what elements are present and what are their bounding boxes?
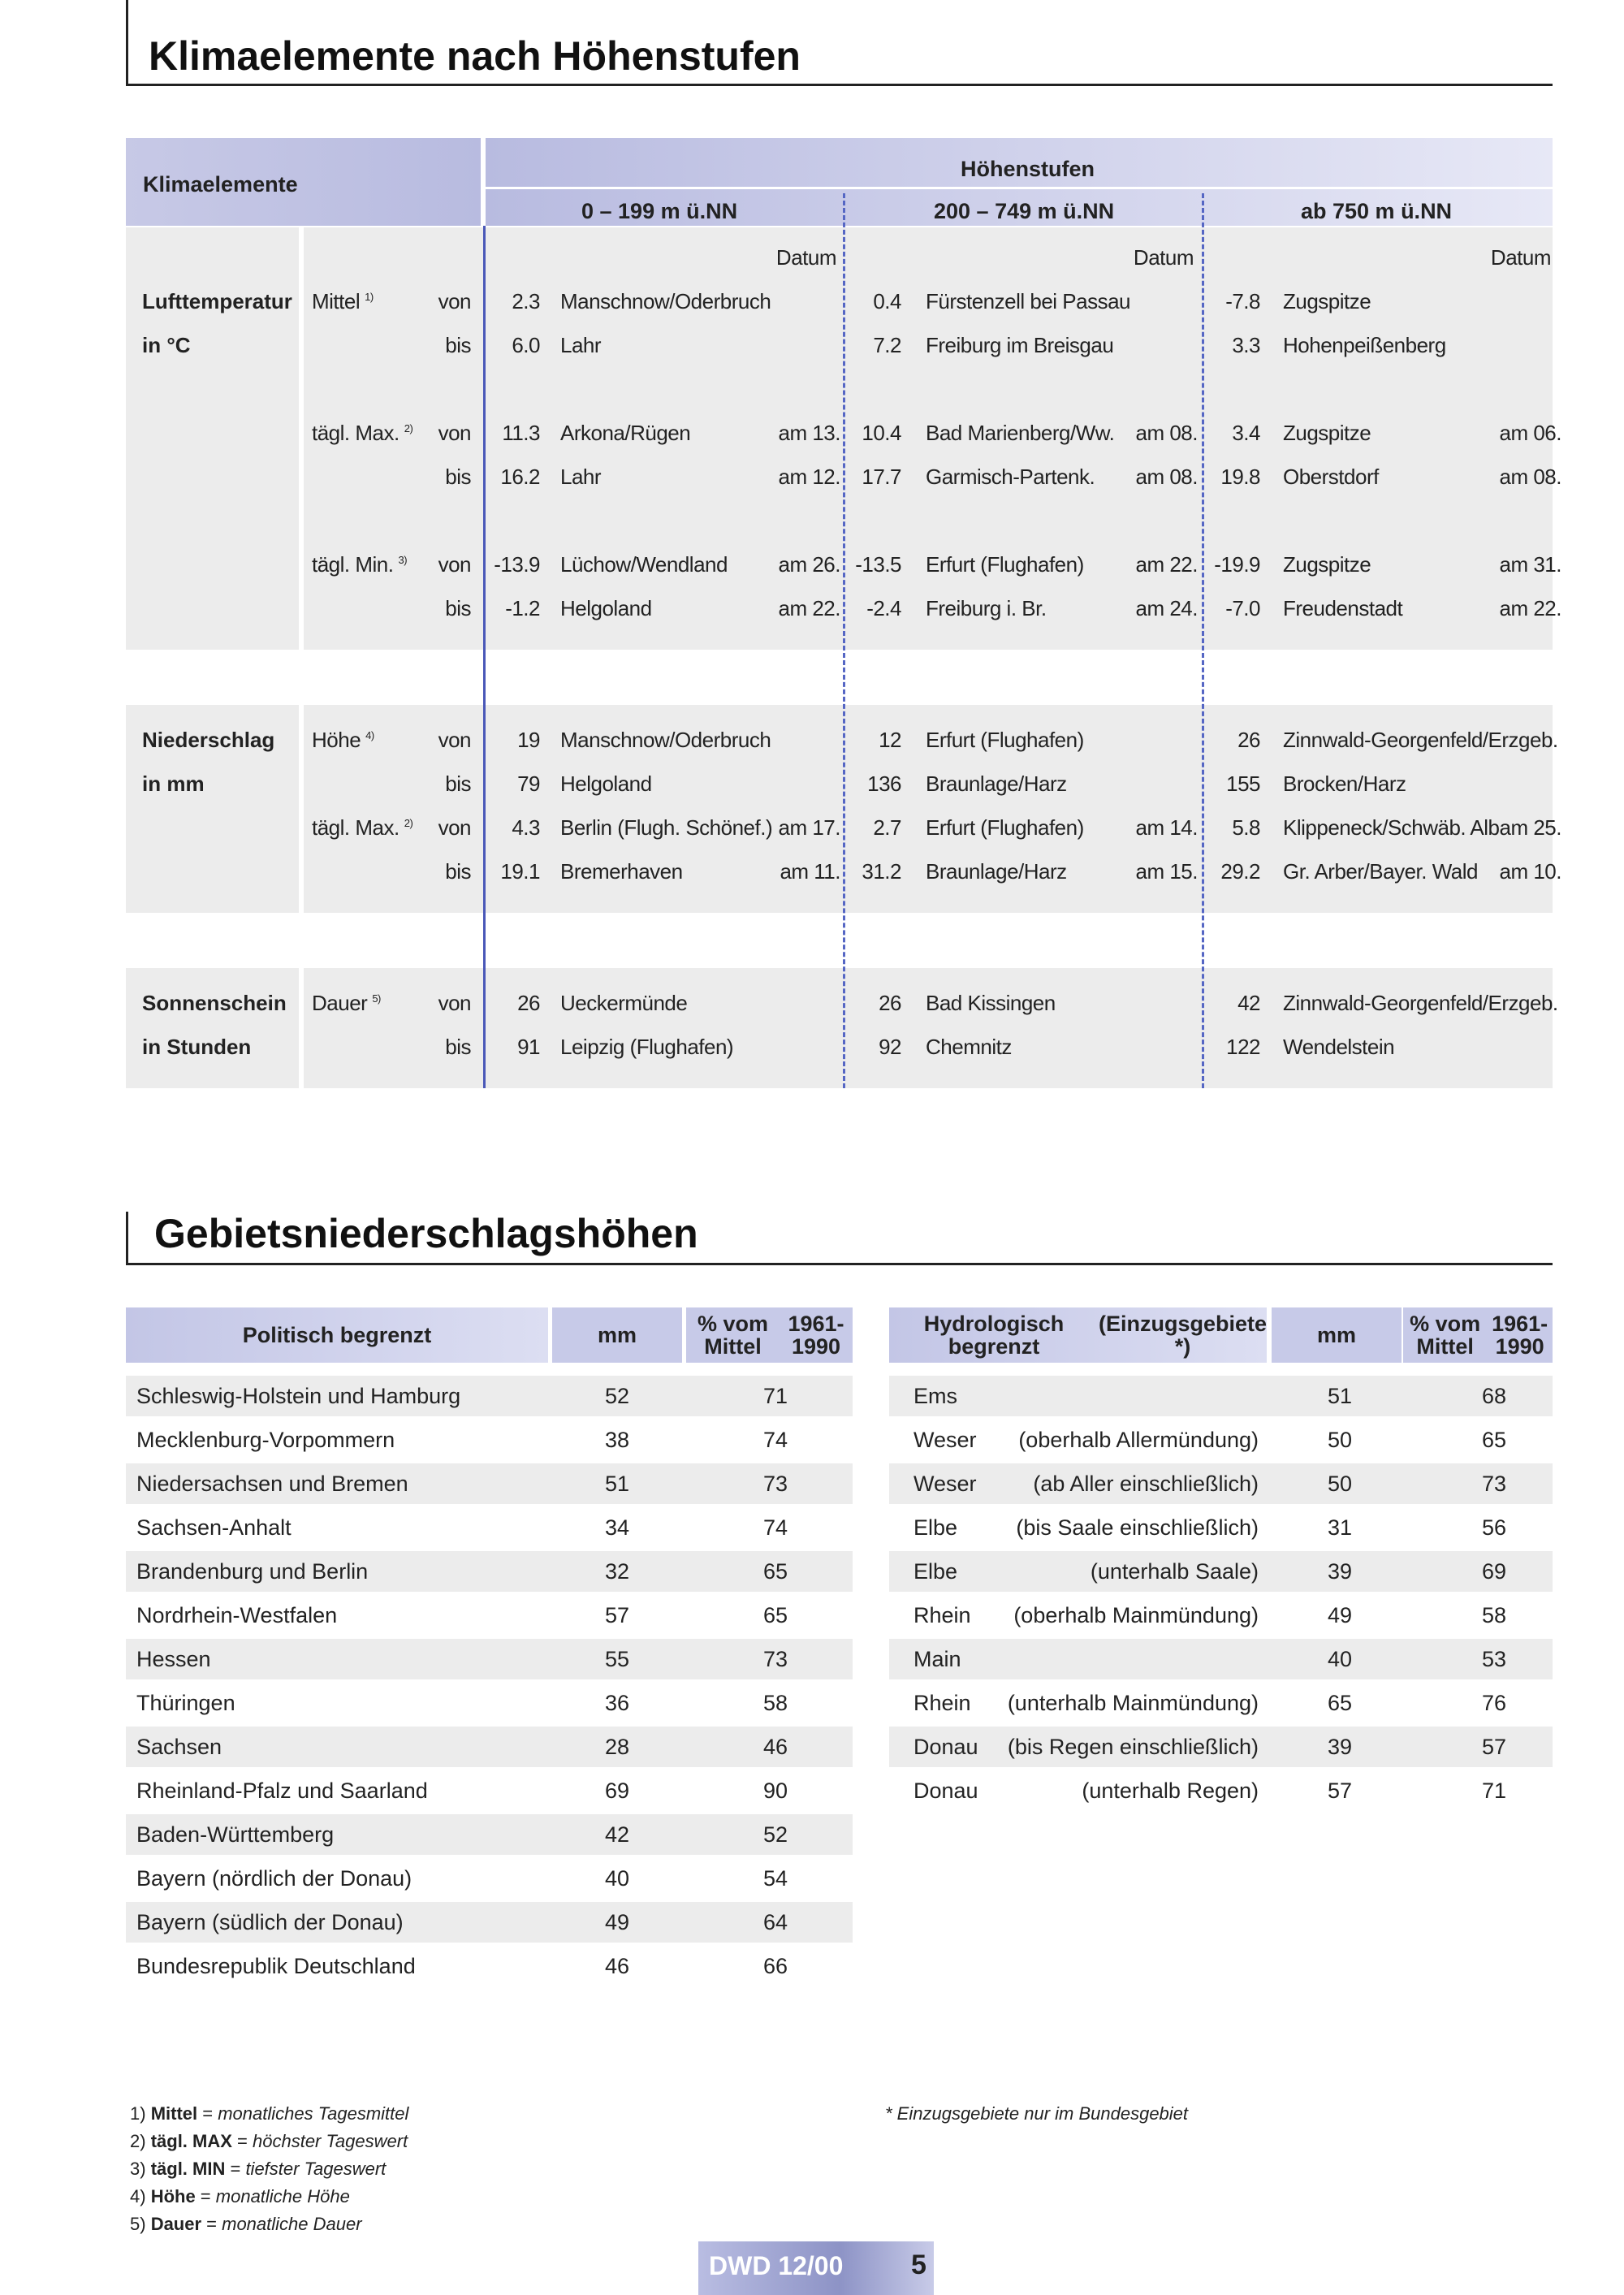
klima-header-col-2: 200 – 749 m ü.NN xyxy=(934,199,1115,223)
value-cell: -13.5 xyxy=(855,552,901,577)
station-cell: Klippeneck/Schwäb. Alb xyxy=(1283,815,1500,840)
range-label: bis xyxy=(445,596,471,620)
region-name: Schleswig-Holstein und Hamburg xyxy=(136,1384,461,1408)
station-cell: Erfurt (Flughafen) xyxy=(926,815,1084,840)
region-name: Hessen xyxy=(136,1647,211,1671)
pct-value: 76 xyxy=(1481,1691,1507,1715)
date-cell: am 08. xyxy=(1135,465,1198,489)
political-header-1 xyxy=(552,1307,682,1363)
footnote-number: 5) xyxy=(130,2214,146,2234)
political-header-2 xyxy=(686,1307,853,1363)
value-cell: 26 xyxy=(517,991,540,1015)
group-label xyxy=(312,421,412,446)
value-cell: -2.4 xyxy=(866,596,901,620)
value-cell: 0.4 xyxy=(873,289,901,313)
date-cell: am 24. xyxy=(1135,596,1198,620)
mm-value: 51 xyxy=(604,1472,630,1496)
pct-value: 52 xyxy=(762,1822,788,1847)
title2-bar-left xyxy=(126,1212,128,1265)
footnote-equals: = xyxy=(225,2159,246,2179)
footnote-term: tägl. MIN xyxy=(150,2159,226,2179)
river-section: (bis Regen einschließlich) xyxy=(1007,1735,1259,1759)
value-cell: 3.3 xyxy=(1232,333,1260,357)
region-name: Baden-Württemberg xyxy=(136,1822,335,1847)
footnote-equals: = xyxy=(195,2186,216,2206)
group-name: tägl. Min. xyxy=(312,552,394,577)
range-label: von xyxy=(438,421,471,445)
station-cell: Freudenstadt xyxy=(1283,596,1403,620)
station-cell: Erfurt (Flughafen) xyxy=(926,552,1084,577)
region-name: Sachsen-Anhalt xyxy=(136,1515,292,1540)
pct-value: 53 xyxy=(1481,1647,1507,1671)
footnote-term: tägl. MAX xyxy=(150,2131,232,2151)
station-cell: Fürstenzell bei Passau xyxy=(926,289,1131,313)
footnote-catchment-text: * Einzugsgebiete nur im Bundesgebiet xyxy=(885,2103,1189,2124)
value-cell: 10.4 xyxy=(862,421,901,445)
group-label xyxy=(312,991,381,1016)
datum-label-2: Datum xyxy=(1133,245,1194,270)
value-cell: 26 xyxy=(879,991,901,1015)
datum-label-3: Datum xyxy=(1490,245,1551,270)
value-cell: 11.3 xyxy=(502,421,540,445)
klima-header-group: Höhenstufen xyxy=(961,157,1095,181)
river-name: Weser xyxy=(914,1472,977,1496)
political-header-0 xyxy=(126,1307,548,1363)
footnote-definition: monatliche Dauer xyxy=(222,2214,362,2234)
date-cell: am 15. xyxy=(1135,859,1198,884)
date-cell: am 22. xyxy=(1135,552,1198,577)
mm-value: 32 xyxy=(604,1559,630,1584)
mm-value: 69 xyxy=(604,1779,630,1803)
group-name: tägl. Max. xyxy=(312,421,400,445)
header-text: mm xyxy=(1316,1323,1356,1347)
footnote-definition: monatliche Höhe xyxy=(215,2186,350,2206)
station-cell: Oberstdorf xyxy=(1283,465,1379,489)
footnote-equals: = xyxy=(231,2131,253,2151)
station-cell: Zugspitze xyxy=(1283,552,1371,577)
region-name: Niedersachsen und Bremen xyxy=(136,1472,408,1496)
footnote-2 xyxy=(130,2131,408,2152)
section-label-1: Niederschlag xyxy=(142,728,275,752)
region-name: Bayern (südlich der Donau) xyxy=(136,1910,404,1934)
group-name: tägl. Max. xyxy=(312,815,400,840)
range-label: von xyxy=(438,991,471,1015)
value-cell: 5.8 xyxy=(1232,815,1260,840)
value-cell: 155 xyxy=(1226,771,1260,796)
column-divider-dashed xyxy=(843,193,845,1088)
column-divider-dashed xyxy=(1202,193,1204,1088)
pct-value: 74 xyxy=(762,1515,788,1540)
footnote-1 xyxy=(130,2103,408,2124)
value-cell: -7.0 xyxy=(1225,596,1260,620)
page-number: 5 xyxy=(911,2250,926,2280)
date-cell: am 12. xyxy=(778,465,840,489)
footnote-ref: 4) xyxy=(365,729,374,742)
group-label xyxy=(312,289,374,314)
mm-value: 49 xyxy=(604,1910,630,1934)
pct-value: 57 xyxy=(1481,1735,1507,1759)
klima-header-label: Klimaelemente xyxy=(143,172,298,197)
value-cell: -19.9 xyxy=(1214,552,1260,577)
pct-value: 65 xyxy=(762,1559,788,1584)
footnote-term: Dauer xyxy=(150,2214,202,2234)
group-name: Mittel xyxy=(312,289,361,313)
river-name: Donau xyxy=(914,1779,978,1803)
mm-value: 38 xyxy=(604,1428,630,1452)
header-text: Hydrologisch begrenzt xyxy=(923,1312,1065,1359)
station-cell: Helgoland xyxy=(560,771,652,796)
date-cell: am 22. xyxy=(778,596,840,620)
pct-value: 90 xyxy=(762,1779,788,1803)
mm-value: 40 xyxy=(1327,1647,1353,1671)
station-cell: Freiburg i. Br. xyxy=(926,596,1047,620)
mm-value: 36 xyxy=(604,1691,630,1715)
mm-value: 28 xyxy=(604,1735,630,1759)
region-name: Bayern (nördlich der Donau) xyxy=(136,1866,412,1891)
range-label: von xyxy=(438,815,471,840)
mm-value: 39 xyxy=(1327,1559,1353,1584)
footnote-catchment xyxy=(885,2103,1188,2124)
date-cell: am 06. xyxy=(1499,421,1561,445)
station-cell: Brocken/Harz xyxy=(1283,771,1406,796)
date-cell: am 10. xyxy=(1499,859,1561,884)
range-label: von xyxy=(438,289,471,313)
footnote-ref: 2) xyxy=(404,817,413,830)
mm-value: 51 xyxy=(1327,1384,1353,1408)
klima-header-split xyxy=(486,187,1553,189)
hydro-header-2 xyxy=(1403,1307,1553,1363)
hydro-header-1 xyxy=(1272,1307,1402,1363)
pct-value: 73 xyxy=(762,1472,788,1496)
river-name: Ems xyxy=(914,1384,957,1408)
range-label: bis xyxy=(445,859,471,884)
footnote-number: 3) xyxy=(130,2159,146,2179)
station-cell: Ueckermünde xyxy=(560,991,688,1015)
station-cell: Zinnwald-Georgenfeld/Erzgeb. xyxy=(1283,728,1558,752)
station-cell: Manschnow/Oderbruch xyxy=(560,728,771,752)
date-cell: am 11. xyxy=(780,859,840,884)
range-label: bis xyxy=(445,771,471,796)
footnote-number: 1) xyxy=(130,2103,146,2124)
footnote-equals: = xyxy=(197,2103,218,2124)
river-name: Rhein xyxy=(914,1603,971,1627)
band-separator xyxy=(299,968,304,1088)
station-cell: Bremerhaven xyxy=(560,859,683,884)
mm-value: 46 xyxy=(604,1954,630,1978)
value-cell: 26 xyxy=(1237,728,1260,752)
station-cell: Zugspitze xyxy=(1283,421,1371,445)
value-cell: 29.2 xyxy=(1220,859,1260,884)
river-name: Elbe xyxy=(914,1559,958,1584)
title2-underline xyxy=(126,1263,1553,1265)
river-name: Weser xyxy=(914,1428,977,1452)
station-cell: Hohenpeißenberg xyxy=(1283,333,1446,357)
value-cell: 91 xyxy=(517,1035,540,1059)
section-band xyxy=(126,968,1553,1088)
column-divider-solid xyxy=(483,226,486,1088)
footnote-3 xyxy=(130,2159,386,2180)
footnote-4 xyxy=(130,2186,350,2207)
station-cell: Gr. Arber/Bayer. Wald xyxy=(1283,859,1478,884)
mm-value: 49 xyxy=(1327,1603,1353,1627)
value-cell: 19.8 xyxy=(1220,465,1260,489)
river-section: (unterhalb Regen) xyxy=(1082,1779,1259,1803)
footnote-ref: 1) xyxy=(365,291,374,304)
header-text: 1961-1990 xyxy=(788,1312,844,1359)
value-cell: 4.3 xyxy=(512,815,540,840)
datum-label-1: Datum xyxy=(775,245,836,270)
river-name: Elbe xyxy=(914,1515,958,1540)
station-cell: Freiburg im Breisgau xyxy=(926,333,1114,357)
section-label-0: Lufttemperatur xyxy=(142,289,292,313)
pct-value: 65 xyxy=(762,1603,788,1627)
date-cell: am 25. xyxy=(1499,815,1561,840)
group-name: Dauer xyxy=(312,991,368,1015)
range-label: von xyxy=(438,552,471,577)
date-cell: am 31. xyxy=(1499,552,1561,577)
region-name: Rheinland-Pfalz und Saarland xyxy=(136,1779,428,1803)
region-name: Nordrhein-Westfalen xyxy=(136,1603,338,1627)
station-cell: Chemnitz xyxy=(926,1035,1012,1059)
header-text: (Einzugsgebiete *) xyxy=(1098,1312,1267,1359)
value-cell: 122 xyxy=(1226,1035,1260,1059)
region-name: Brandenburg und Berlin xyxy=(136,1559,369,1584)
station-cell: Leipzig (Flughafen) xyxy=(560,1035,734,1059)
band-separator xyxy=(299,227,304,650)
value-cell: 12 xyxy=(879,728,901,752)
river-name: Main xyxy=(914,1647,961,1671)
header-text: mm xyxy=(597,1323,637,1347)
pct-value: 56 xyxy=(1481,1515,1507,1540)
mm-value: 55 xyxy=(604,1647,630,1671)
range-label: bis xyxy=(445,333,471,357)
footnote-term: Höhe xyxy=(150,2186,196,2206)
footnote-number: 4) xyxy=(130,2186,146,2206)
mm-value: 57 xyxy=(604,1603,630,1627)
footnote-number: 2) xyxy=(130,2131,146,2151)
pct-value: 73 xyxy=(762,1647,788,1671)
pct-value: 73 xyxy=(1481,1472,1507,1496)
pct-value: 46 xyxy=(762,1735,788,1759)
klima-title: Klimaelemente nach Höhenstufen xyxy=(149,33,801,79)
river-section: (bis Saale einschließlich) xyxy=(1016,1515,1259,1540)
range-label: bis xyxy=(445,465,471,489)
value-cell: 17.7 xyxy=(862,465,901,489)
river-section: (oberhalb Allermündung) xyxy=(1018,1428,1259,1452)
region-name: Bundesrepublik Deutschland xyxy=(136,1954,416,1978)
value-cell: -7.8 xyxy=(1225,289,1260,313)
value-cell: 6.0 xyxy=(512,333,540,357)
value-cell: 19.1 xyxy=(500,859,540,884)
pct-value: 69 xyxy=(1481,1559,1507,1584)
mm-value: 40 xyxy=(604,1866,630,1891)
date-cell: am 17. xyxy=(778,815,840,840)
header-text: 1961-1990 xyxy=(1492,1312,1548,1359)
value-cell: 42 xyxy=(1237,991,1260,1015)
footnote-ref: 3) xyxy=(398,554,408,567)
pct-value: 65 xyxy=(1481,1428,1507,1452)
station-cell: Zinnwald-Georgenfeld/Erzgeb. xyxy=(1283,991,1558,1015)
pct-value: 71 xyxy=(1481,1779,1507,1803)
band-separator xyxy=(299,705,304,913)
pct-value: 64 xyxy=(762,1910,788,1934)
station-cell: Erfurt (Flughafen) xyxy=(926,728,1084,752)
klima-header-col-3: ab 750 m ü.NN xyxy=(1301,199,1453,223)
section-unit-0: in °C xyxy=(142,333,191,357)
station-cell: Bad Marienberg/Ww. xyxy=(926,421,1115,445)
value-cell: 2.7 xyxy=(873,815,901,840)
pct-value: 66 xyxy=(762,1954,788,1978)
section-unit-2: in Stunden xyxy=(142,1035,252,1059)
mm-value: 50 xyxy=(1327,1428,1353,1452)
value-cell: -1.2 xyxy=(505,596,540,620)
value-cell: 16.2 xyxy=(500,465,540,489)
value-cell: 92 xyxy=(879,1035,901,1059)
station-cell: Braunlage/Harz xyxy=(926,771,1067,796)
value-cell: 7.2 xyxy=(873,333,901,357)
mm-value: 34 xyxy=(604,1515,630,1540)
river-section: (unterhalb Saale) xyxy=(1090,1559,1259,1584)
station-cell: Garmisch-Partenk. xyxy=(926,465,1095,489)
value-cell: 3.4 xyxy=(1232,421,1260,445)
group-label xyxy=(312,728,374,753)
station-cell: Arkona/Rügen xyxy=(560,421,691,445)
pct-value: 54 xyxy=(762,1866,788,1891)
river-name: Rhein xyxy=(914,1691,971,1715)
pct-value: 58 xyxy=(762,1691,788,1715)
date-cell: am 26. xyxy=(778,552,840,577)
date-cell: am 22. xyxy=(1499,596,1561,620)
mm-value: 65 xyxy=(1327,1691,1353,1715)
mm-value: 39 xyxy=(1327,1735,1353,1759)
group-name: Höhe xyxy=(312,728,361,752)
footnote-ref: 5) xyxy=(372,992,381,1005)
klima-header-col-1: 0 – 199 m ü.NN xyxy=(581,199,738,223)
date-cell: am 13. xyxy=(778,421,840,445)
footnote-equals: = xyxy=(201,2214,222,2234)
header-text: Politisch begrenzt xyxy=(242,1323,432,1347)
hydro-header-0 xyxy=(889,1307,1267,1363)
station-cell: Wendelstein xyxy=(1283,1035,1395,1059)
pct-value: 71 xyxy=(762,1384,788,1408)
pct-value: 74 xyxy=(762,1428,788,1452)
footnote-definition: monatliches Tagesmittel xyxy=(218,2103,409,2124)
region-name: Mecklenburg-Vorpommern xyxy=(136,1428,395,1452)
station-cell: Bad Kissingen xyxy=(926,991,1056,1015)
header-text: % vom Mittel xyxy=(697,1312,769,1359)
river-name: Donau xyxy=(914,1735,978,1759)
group-label xyxy=(312,815,412,841)
gebiet-title: Gebietsniederschlagshöhen xyxy=(154,1211,698,1256)
footnote-ref: 2) xyxy=(404,422,413,435)
region-name: Thüringen xyxy=(136,1691,235,1715)
river-section: (unterhalb Mainmündung) xyxy=(1007,1691,1259,1715)
range-label: bis xyxy=(445,1035,471,1059)
date-cell: am 08. xyxy=(1135,421,1198,445)
footnote-5 xyxy=(130,2214,362,2235)
station-cell: Lüchow/Wendland xyxy=(560,552,728,577)
mm-value: 57 xyxy=(1327,1779,1353,1803)
footnote-definition: tiefster Tageswert xyxy=(245,2159,387,2179)
value-cell: 19 xyxy=(517,728,540,752)
mm-value: 50 xyxy=(1327,1472,1353,1496)
pct-value: 68 xyxy=(1481,1384,1507,1408)
title-bar-left xyxy=(126,0,128,86)
station-cell: Helgoland xyxy=(560,596,652,620)
header-text: % vom Mittel xyxy=(1410,1312,1481,1359)
title-underline xyxy=(126,84,1553,86)
station-cell: Lahr xyxy=(560,465,602,489)
date-cell: am 14. xyxy=(1135,815,1198,840)
river-section: (oberhalb Mainmündung) xyxy=(1013,1603,1259,1627)
station-cell: Manschnow/Oderbruch xyxy=(560,289,771,313)
value-cell: 2.3 xyxy=(512,289,540,313)
group-label xyxy=(312,552,407,577)
section-label-2: Sonnenschein xyxy=(142,991,287,1015)
mm-value: 42 xyxy=(604,1822,630,1847)
station-cell: Berlin (Flugh. Schönef.) xyxy=(560,815,773,840)
value-cell: -13.9 xyxy=(494,552,540,577)
river-section: (ab Aller einschließlich) xyxy=(1033,1472,1259,1496)
station-cell: Braunlage/Harz xyxy=(926,859,1067,884)
section-unit-1: in mm xyxy=(142,771,205,796)
region-name: Sachsen xyxy=(136,1735,222,1759)
footnote-term: Mittel xyxy=(150,2103,198,2124)
footnote-definition: höchster Tageswert xyxy=(253,2131,408,2151)
range-label: von xyxy=(438,728,471,752)
station-cell: Lahr xyxy=(560,333,602,357)
value-cell: 79 xyxy=(517,771,540,796)
pct-value: 58 xyxy=(1481,1603,1507,1627)
station-cell: Zugspitze xyxy=(1283,289,1371,313)
mm-value: 52 xyxy=(604,1384,630,1408)
mm-value: 31 xyxy=(1327,1515,1353,1540)
value-cell: 31.2 xyxy=(862,859,901,884)
date-cell: am 08. xyxy=(1499,465,1561,489)
value-cell: 136 xyxy=(867,771,901,796)
footer-label: DWD 12/00 xyxy=(709,2251,844,2280)
